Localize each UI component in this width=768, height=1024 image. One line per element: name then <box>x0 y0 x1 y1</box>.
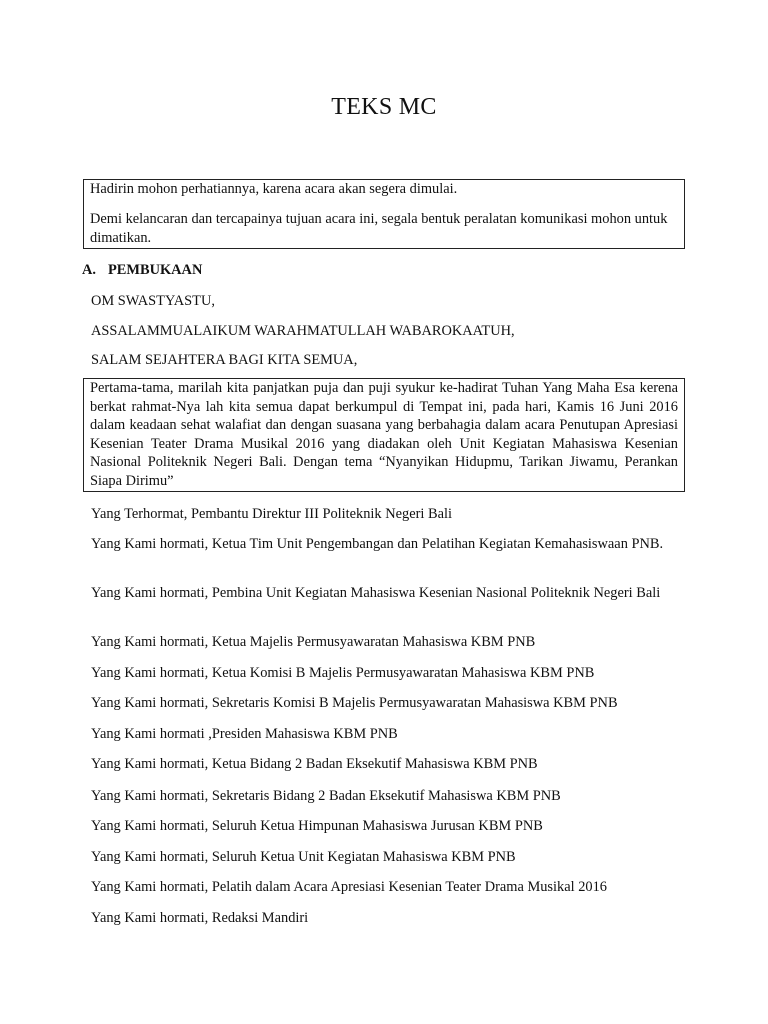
honorific-line: Yang Kami hormati, Ketua Komisi B Majelis Permusyawaratan Mahasiswa KBM PNB <box>91 665 595 681</box>
honorific-line: Yang Kami hormati ,Presiden Mahasiswa KBM PNB <box>91 726 398 742</box>
honorific-line: Yang Kami hormati, Sekretaris Komisi B Majelis Permusyawaratan Mahasiswa KBM PNB <box>91 695 618 711</box>
intro-paragraph-2: Demi kelancaran dan tercapainya tujuan acara ini, segala bentuk peralatan komunikasi mohon untuk dimatikan. <box>90 211 668 246</box>
section-a-title: PEMBUKAAN <box>108 262 203 278</box>
honorific-line: Yang Kami hormati, Ketua Majelis Permusyawaratan Mahasiswa KBM PNB <box>91 634 536 650</box>
honorific-line: Yang Kami hormati, Pelatih dalam Acara Apresiasi Kesenian Teater Drama Musikal 2016 <box>91 879 607 895</box>
honorific-line: Yang Kami hormati, Seluruh Ketua Himpunan Mahasiswa Jurusan KBM PNB <box>91 818 543 834</box>
page-title: TEKS MC <box>331 94 437 120</box>
greeting-line: ASSALAMMUALAIKUM WARAHMATULLAH WABAROKAATUH, <box>91 323 515 339</box>
honorific-line: Yang Terhormat, Pembantu Direktur III Politeknik Negeri Bali <box>91 506 452 522</box>
honorific-line: Yang Kami hormati, Seluruh Ketua Unit Kegiatan Mahasiswa KBM PNB <box>91 849 516 865</box>
section-a-marker: A. <box>82 262 96 278</box>
section-a-heading <box>82 262 202 279</box>
honorific-line: Yang Kami hormati, Pembina Unit Kegiatan Mahasiswa Kesenian Nasional Politeknik Negeri Bali <box>91 585 661 601</box>
opening-paragraph: Pertama-tama, marilah kita panjatkan puja dan puji syukur ke-hadirat Tuhan Yang Maha Esa kerena berkat rahmat-Nya lah kita semua dapat berkumpul di Tempat ini, pada hari, Kamis 16 Juni 2016 dalam keadaan sehat walafiat dan dengan suasana yang berbahagia dalam acara Penutupan Apresiasi Kesenian Teater Drama Musikal 2016 yang diadakan oleh Unit Kegiatan Mahasiswa Kesenian Nasional Politeknik Negeri Bali. Dengan tema “Nyanyikan Hidupmu, Tarikan Jiwamu, Perankan Siapa Dirimu” <box>90 380 678 489</box>
opening-box <box>83 378 685 492</box>
honorific-line: Yang Kami hormati, Redaksi Mandiri <box>91 910 309 926</box>
honorific-line: Yang Kami hormati, Sekretaris Bidang 2 Badan Eksekutif Mahasiswa KBM PNB <box>91 788 561 804</box>
greeting-line: SALAM SEJAHTERA BAGI KITA SEMUA, <box>91 352 358 368</box>
honorific-line: Yang Kami hormati, Ketua Bidang 2 Badan Eksekutif Mahasiswa KBM PNB <box>91 756 538 772</box>
intro-box <box>83 179 685 249</box>
intro-paragraph-1: Hadirin mohon perhatiannya, karena acara akan segera dimulai. <box>90 181 458 197</box>
honorific-line: Yang Kami hormati, Ketua Tim Unit Pengembangan dan Pelatihan Kegiatan Kemahasiswaan PNB. <box>91 536 664 552</box>
greeting-line: OM SWASTYASTU, <box>91 293 215 309</box>
